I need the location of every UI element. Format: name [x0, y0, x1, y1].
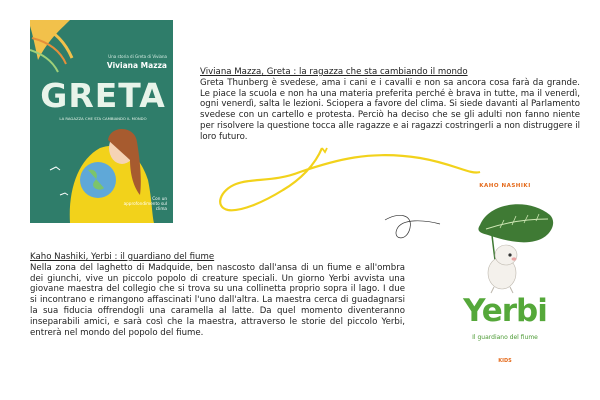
black-squiggle-line	[385, 215, 440, 238]
review-greta-body: Greta Thunberg è svedese, ama i cani e i cavalli e non sa ancora cosa farà da grande. Le piace la scuola e non ha una materia preferita perché è brava in tutte, ma il venerdì, ogni venerdì, salta le lezioni. Sciopera a favore del clima. Si siede davanti al Parlamento svedese con un cartello e protesta. Perciò ha deciso che se gli adulti non fanno niente per risolvere la questione tocca alle ragazze e ai ragazzi costringerli a non distruggere il loro futuro.	[200, 77, 580, 142]
review-greta-author: Viviana Mazza	[200, 67, 262, 77]
yerbi-cover-subtitle: Il guardiano del fiume	[472, 334, 538, 341]
yerbi-cover-title: Yerbi	[463, 293, 547, 329]
review-yerbi-heading	[30, 252, 405, 263]
yerbi-cover-publisher: KIDS	[498, 358, 512, 364]
review-greta-title: Greta : la ragazza che sta cambiando il mondo	[266, 67, 468, 77]
greta-cover-tagline: LA RAGAZZA CHE STA CAMBIANDO IL MONDO	[59, 116, 147, 121]
review-yerbi-separator: ,	[85, 252, 92, 262]
greta-cover-title: GRETA	[40, 76, 166, 115]
review-greta-separator: ,	[261, 67, 267, 77]
yerbi-cover-author: KAHO NASHIKI	[479, 183, 531, 189]
yerbi-cover-illustration	[440, 183, 570, 373]
review-yerbi	[30, 252, 405, 338]
greta-cover-author: Viviana Mazza	[106, 61, 167, 70]
review-yerbi-body: Nella zona del laghetto di Madquide, ben nascosto dall'ansa di un fiume e all'ombra dei giunchi, vive un piccolo popolo di creature speciali. Un giorno Yerbi avvista una giovane maestra del collegio che si trova su una collinetta proprio sopra il lago. I due si incontrano e rimangono affascinati l'uno dall'altra. La maestra cerca di guadagnarsi la sua fiducia offrendogli una caramella al latte. Da quel momento diventeranno inseparabili amici, e sarà così che la maestra, attraverso le storie del piccolo Yerbi, entrerà nel mondo del popolo del fiume.	[30, 262, 405, 338]
greta-book-cover	[30, 20, 173, 223]
review-greta	[200, 67, 580, 143]
greta-cover-series: Una storia di Greta di Viviana	[108, 54, 167, 59]
greta-cover-extra: Con un approfondimento sul clima	[123, 196, 167, 211]
yerbi-book-cover	[440, 183, 570, 373]
greta-cover-illustration	[30, 20, 173, 223]
review-yerbi-author: Kaho Nashiki	[30, 252, 86, 262]
review-yerbi-title: Yerbi : il guardiano del fiume	[91, 252, 215, 262]
review-greta-heading	[200, 67, 580, 78]
